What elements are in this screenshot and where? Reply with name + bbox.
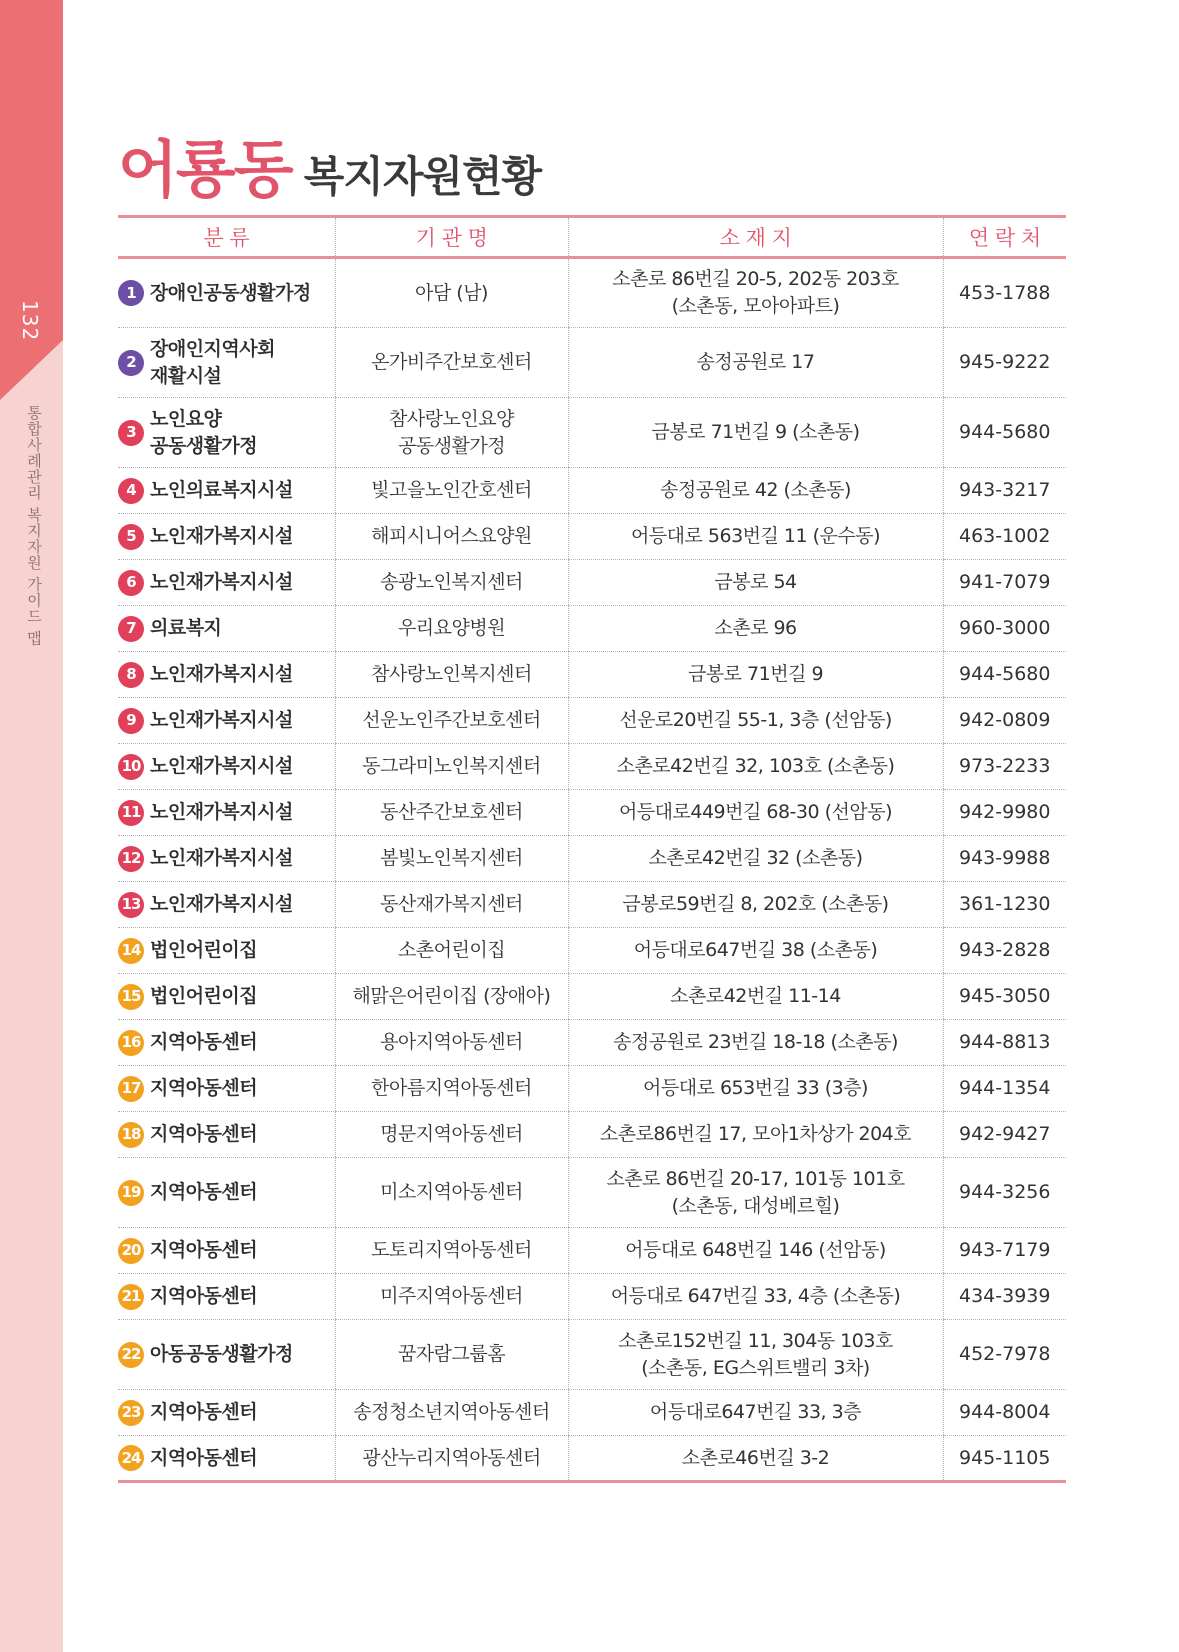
row-number-badge: 3	[118, 420, 144, 446]
category-label: 노인재가복지시설	[150, 847, 293, 869]
cell-phone: 945-1105	[943, 1436, 1066, 1482]
category-label: 노인재가복지시설	[150, 709, 293, 731]
header-institution: 기 관 명	[335, 217, 568, 258]
header-category: 분 류	[118, 217, 335, 258]
cell-address: 소촌로86번길 17, 모아1차상가 204호	[568, 1112, 943, 1158]
cell-category	[118, 514, 335, 560]
page-title	[118, 120, 541, 209]
cell-category	[118, 258, 335, 328]
cell-address: 소촌로42번길 32, 103호 (소촌동)	[568, 744, 943, 790]
cell-category	[118, 468, 335, 514]
cell-category	[118, 974, 335, 1020]
row-number-badge: 23	[118, 1400, 144, 1426]
cell-institution: 참사랑노인요양 공동생활가정	[335, 398, 568, 468]
row-number-badge: 12	[118, 846, 144, 872]
table-row	[118, 744, 1066, 790]
category-label: 지역아동센터	[150, 1123, 258, 1145]
row-number-badge: 10	[118, 754, 144, 780]
cell-category	[118, 882, 335, 928]
table-row	[118, 606, 1066, 652]
cell-phone: 434-3939	[943, 1274, 1066, 1320]
row-number-badge: 1	[118, 280, 144, 306]
row-number-badge: 17	[118, 1076, 144, 1102]
category-label: 지역아동센터	[150, 1077, 258, 1099]
row-number-badge: 8	[118, 662, 144, 688]
cell-address: 소촌로42번길 11-14	[568, 974, 943, 1020]
table-row	[118, 328, 1066, 398]
cell-address: 금봉로59번길 8, 202호 (소촌동)	[568, 882, 943, 928]
category-label: 노인재가복지시설	[150, 893, 293, 915]
cell-phone: 945-3050	[943, 974, 1066, 1020]
cell-phone: 942-0809	[943, 698, 1066, 744]
cell-institution: 봄빛노인복지센터	[335, 836, 568, 882]
cell-institution: 송정청소년지역아동센터	[335, 1390, 568, 1436]
category-label: 법인어린이집	[150, 985, 258, 1007]
cell-phone: 944-8004	[943, 1390, 1066, 1436]
table-row	[118, 1390, 1066, 1436]
cell-institution: 참사랑노인복지센터	[335, 652, 568, 698]
table-row	[118, 514, 1066, 560]
cell-institution: 광산누리지역아동센터	[335, 1436, 568, 1482]
cell-institution: 소촌어린이집	[335, 928, 568, 974]
category-label: 노인재가복지시설	[150, 571, 293, 593]
cell-address: 소촌로152번길 11, 304동 103호 (소촌동, EG스위트밸리 3차)	[568, 1320, 943, 1390]
cell-institution: 동산재가복지센터	[335, 882, 568, 928]
table-row	[118, 1436, 1066, 1482]
row-number-badge: 18	[118, 1122, 144, 1148]
category-label: 지역아동센터	[150, 1181, 258, 1203]
cell-address: 소촌로 86번길 20-17, 101동 101호 (소촌동, 대성베르힐)	[568, 1158, 943, 1228]
category-label: 의료복지	[150, 617, 222, 639]
category-label: 노인재가복지시설	[150, 525, 293, 547]
category-label: 노인재가복지시설	[150, 663, 293, 685]
table-row	[118, 928, 1066, 974]
cell-address: 송정공원로 17	[568, 328, 943, 398]
cell-address: 어등대로449번길 68-30 (선암동)	[568, 790, 943, 836]
category-label: 노인재가복지시설	[150, 801, 293, 823]
cell-address: 어등대로647번길 38 (소촌동)	[568, 928, 943, 974]
table-row	[118, 1320, 1066, 1390]
cell-address: 소촌로 86번길 20-5, 202동 203호 (소촌동, 모아아파트)	[568, 258, 943, 328]
cell-address: 선운로20번길 55-1, 3층 (선암동)	[568, 698, 943, 744]
row-number-badge: 2	[118, 350, 144, 376]
header-contact: 연 락 처	[943, 217, 1066, 258]
cell-institution: 한아름지역아동센터	[335, 1066, 568, 1112]
cell-institution: 해피시니어스요양원	[335, 514, 568, 560]
row-number-badge: 21	[118, 1284, 144, 1310]
cell-address: 소촌로 96	[568, 606, 943, 652]
cell-address: 어등대로647번길 33, 3층	[568, 1390, 943, 1436]
cell-address: 어등대로 647번길 33, 4층 (소촌동)	[568, 1274, 943, 1320]
cell-institution: 미주지역아동센터	[335, 1274, 568, 1320]
cell-category	[118, 1020, 335, 1066]
row-number-badge: 19	[118, 1180, 144, 1206]
category-label: 노인요양 공동생활가정	[150, 407, 258, 457]
cell-institution: 동산주간보호센터	[335, 790, 568, 836]
cell-phone: 361-1230	[943, 882, 1066, 928]
cell-category	[118, 698, 335, 744]
table-header-row	[118, 217, 1066, 258]
row-number-badge: 6	[118, 570, 144, 596]
cell-phone: 944-8813	[943, 1020, 1066, 1066]
cell-address: 어등대로 653번길 33 (3층)	[568, 1066, 943, 1112]
cell-institution: 꿈자람그룹홈	[335, 1320, 568, 1390]
cell-phone: 944-5680	[943, 652, 1066, 698]
cell-phone: 943-3217	[943, 468, 1066, 514]
table-row	[118, 1112, 1066, 1158]
cell-institution: 우리요양병원	[335, 606, 568, 652]
category-label: 지역아동센터	[150, 1401, 258, 1423]
row-number-badge: 22	[118, 1342, 144, 1368]
cell-category	[118, 836, 335, 882]
category-label: 노인재가복지시설	[150, 755, 293, 777]
cell-category	[118, 652, 335, 698]
table-row	[118, 1274, 1066, 1320]
cell-phone: 941-7079	[943, 560, 1066, 606]
table-row	[118, 698, 1066, 744]
cell-address: 금봉로 71번길 9 (소촌동)	[568, 398, 943, 468]
cell-address: 소촌로46번길 3-2	[568, 1436, 943, 1482]
cell-phone: 942-9980	[943, 790, 1066, 836]
row-number-badge: 14	[118, 938, 144, 964]
cell-institution: 미소지역아동센터	[335, 1158, 568, 1228]
cell-institution: 온가비주간보호센터	[335, 328, 568, 398]
cell-category	[118, 1390, 335, 1436]
category-label: 아동공동생활가정	[150, 1343, 293, 1365]
category-label: 지역아동센터	[150, 1446, 258, 1469]
cell-phone: 944-1354	[943, 1066, 1066, 1112]
cell-category	[118, 928, 335, 974]
row-number-badge: 7	[118, 616, 144, 642]
cell-institution: 송광노인복지센터	[335, 560, 568, 606]
side-caption: 통합사례관리 복지자원 가이드 맵	[25, 405, 43, 647]
title-subject: 복지자원현황	[303, 152, 542, 201]
category-label: 지역아동센터	[150, 1239, 258, 1261]
cell-category	[118, 1320, 335, 1390]
table-row	[118, 398, 1066, 468]
cell-phone: 944-3256	[943, 1158, 1066, 1228]
row-number-badge: 24	[118, 1445, 144, 1471]
table-row	[118, 468, 1066, 514]
cell-address: 금봉로 54	[568, 560, 943, 606]
table-row	[118, 1228, 1066, 1274]
cell-institution: 선운노인주간보호센터	[335, 698, 568, 744]
cell-phone: 944-5680	[943, 398, 1066, 468]
row-number-badge: 5	[118, 524, 144, 550]
category-label: 법인어린이집	[150, 939, 258, 961]
cell-category	[118, 1158, 335, 1228]
cell-institution: 명문지역아동센터	[335, 1112, 568, 1158]
cell-phone: 973-2233	[943, 744, 1066, 790]
table-row	[118, 836, 1066, 882]
table-row	[118, 652, 1066, 698]
cell-phone: 463-1002	[943, 514, 1066, 560]
table-row	[118, 258, 1066, 328]
cell-address: 어등대로 563번길 11 (운수동)	[568, 514, 943, 560]
cell-address: 송정공원로 42 (소촌동)	[568, 468, 943, 514]
cell-category	[118, 1112, 335, 1158]
row-number-badge: 16	[118, 1030, 144, 1056]
cell-phone: 942-9427	[943, 1112, 1066, 1158]
category-label: 지역아동센터	[150, 1285, 258, 1307]
category-label: 장애인지역사회 재활시설	[150, 337, 275, 387]
cell-category	[118, 328, 335, 398]
cell-phone: 453-1788	[943, 258, 1066, 328]
cell-category	[118, 790, 335, 836]
cell-institution: 빛고을노인간호센터	[335, 468, 568, 514]
table-row	[118, 1020, 1066, 1066]
cell-category	[118, 744, 335, 790]
category-label: 지역아동센터	[150, 1031, 258, 1053]
header-address: 소 재 지	[568, 217, 943, 258]
cell-address: 어등대로 648번길 146 (선암동)	[568, 1228, 943, 1274]
cell-institution: 동그라미노인복지센터	[335, 744, 568, 790]
welfare-resource-table	[118, 215, 1066, 1483]
table-row	[118, 790, 1066, 836]
row-number-badge: 11	[118, 800, 144, 826]
row-number-badge: 4	[118, 478, 144, 504]
cell-category	[118, 398, 335, 468]
cell-category	[118, 1436, 335, 1482]
title-district: 어룡동	[118, 133, 292, 206]
cell-phone: 452-7978	[943, 1320, 1066, 1390]
cell-category	[118, 1228, 335, 1274]
category-label: 노인의료복지시설	[150, 479, 293, 501]
row-number-badge: 13	[118, 892, 144, 918]
cell-category	[118, 606, 335, 652]
cell-institution: 도토리지역아동센터	[335, 1228, 568, 1274]
cell-phone: 960-3000	[943, 606, 1066, 652]
cell-address: 금봉로 71번길 9	[568, 652, 943, 698]
table-row	[118, 1158, 1066, 1228]
cell-phone: 945-9222	[943, 328, 1066, 398]
cell-address: 송정공원로 23번길 18-18 (소촌동)	[568, 1020, 943, 1066]
cell-phone: 943-9988	[943, 836, 1066, 882]
row-number-badge: 20	[118, 1238, 144, 1264]
cell-category	[118, 1066, 335, 1112]
cell-institution: 해맑은어린이집 (장애아)	[335, 974, 568, 1020]
cell-institution: 아담 (남)	[335, 258, 568, 328]
table-row	[118, 974, 1066, 1020]
row-number-badge: 9	[118, 708, 144, 734]
row-number-badge: 15	[118, 984, 144, 1010]
page-number: 132	[18, 300, 42, 342]
cell-institution: 용아지역아동센터	[335, 1020, 568, 1066]
category-label: 장애인공동생활가정	[150, 281, 311, 304]
cell-category	[118, 1274, 335, 1320]
table-row	[118, 1066, 1066, 1112]
table-body	[118, 258, 1066, 1482]
cell-phone: 943-7179	[943, 1228, 1066, 1274]
cell-address: 소촌로42번길 32 (소촌동)	[568, 836, 943, 882]
cell-category	[118, 560, 335, 606]
table-row	[118, 882, 1066, 928]
cell-phone: 943-2828	[943, 928, 1066, 974]
table-row	[118, 560, 1066, 606]
